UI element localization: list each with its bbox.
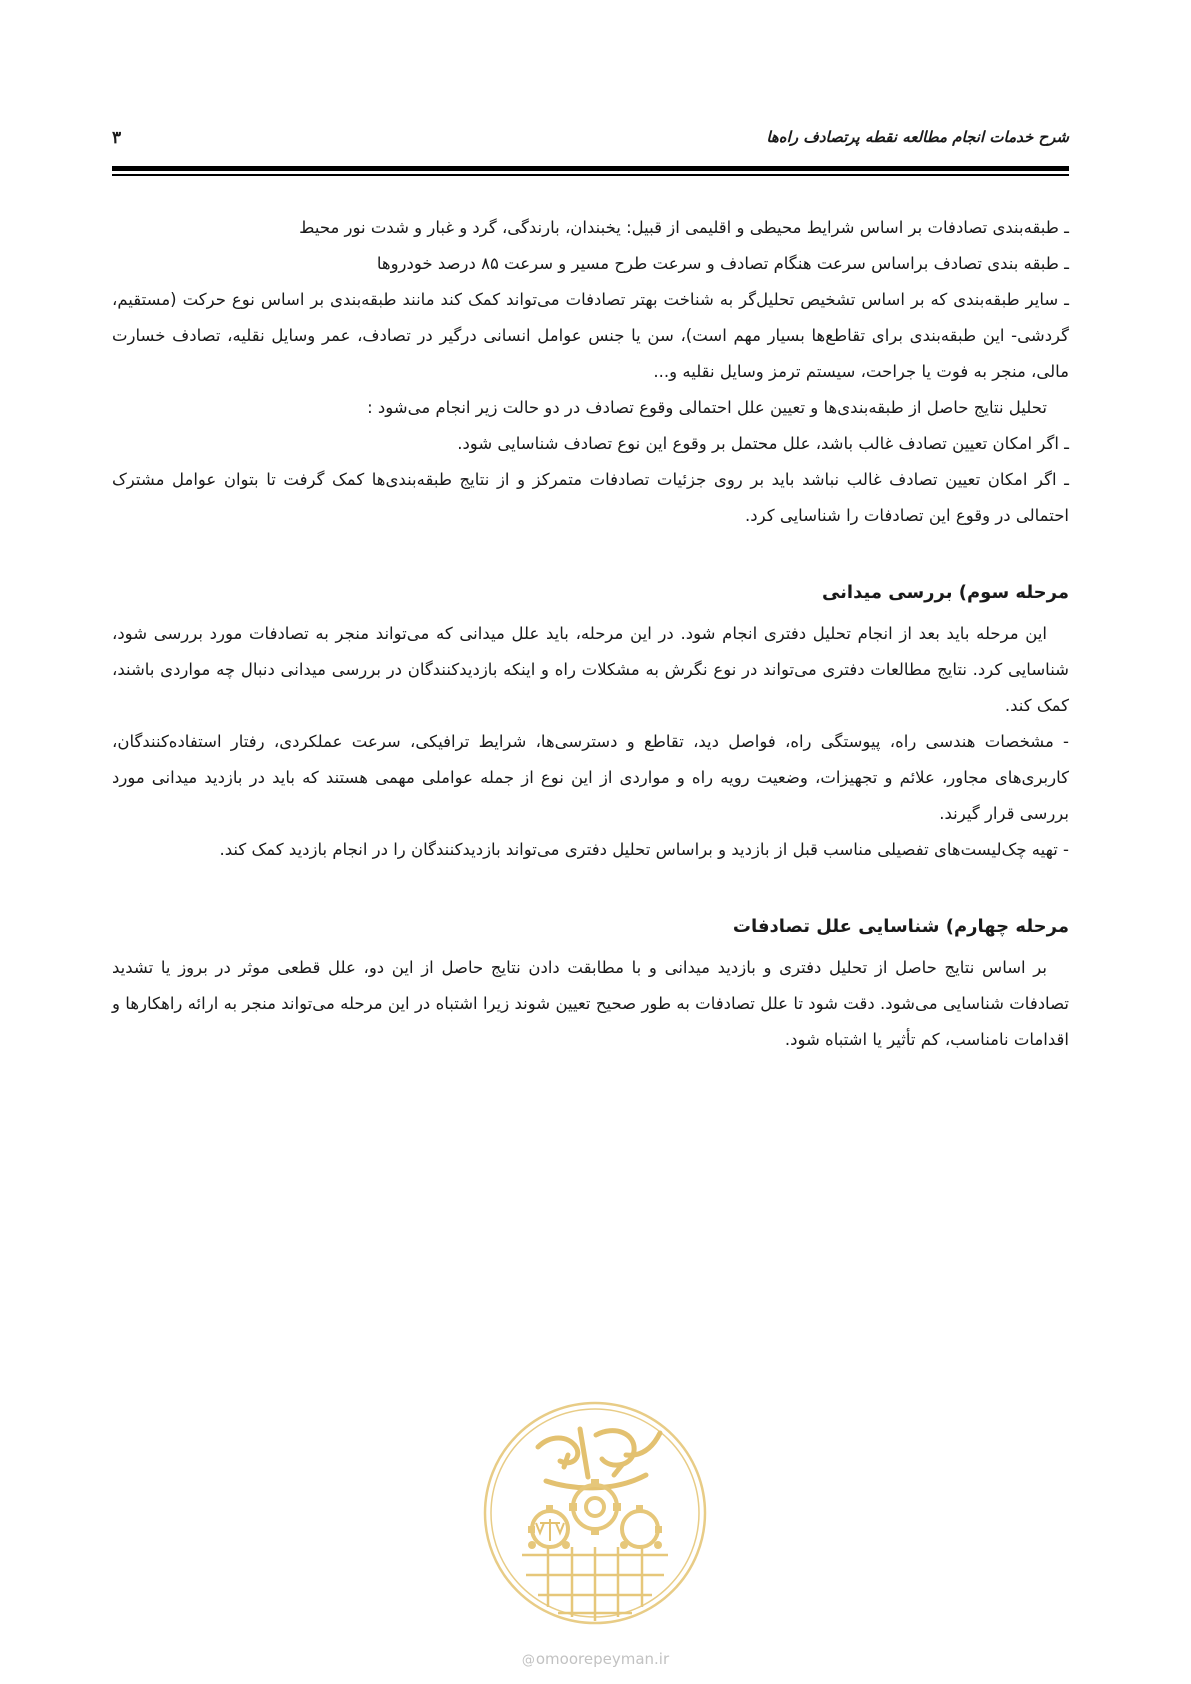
paragraph: این مرحله باید بعد از انجام تحلیل دفتری انجام شود. در این مرحله، باید علل میدانی که می‌تواند منجر به تصادفات مورد بررسی شود، شناسایی کرد. نتایج مطالعات دفتری می‌تواند در نوع نگرش به مشکلات راه و اینکه بازدیدکنندگان در بررسی میدانی دنبال چه مواردی باشند، کمک کند. (112, 624, 1069, 715)
section-heading-3: مرحله سوم) بررسی میدانی (821, 582, 1069, 603)
running-header (112, 128, 1069, 158)
list-item: ـ سایر طبقه‌بندی که بر اساس تشخیص تحلیل‌گر به شناخت بهتر تصادفات می‌تواند کمک کند مانند طبقه‌بندی بر اساس نوع حرکت (مستقیم، گردشی- این طبقه‌بندی برای تقاطع‌ها بسیار مهم است)، سن یا جنس عوامل انسانی درگیر در تصادف، عمر وسایل نقلیه، تصادف خسارت مالی، منجر به فوت یا جراحت، سیستم ترمز وسایل نقلیه و... (112, 290, 1069, 381)
watermark-website (0, 1650, 1191, 1668)
list-item: ـ طبقه بندی تصادف براساس سرعت هنگام تصادف و سرعت طرح مسیر و سرعت ۸۵ درصد خودروها (376, 254, 1069, 273)
list-item: ـ طبقه‌بندی تصادفات بر اساس شرایط محیطی و اقلیمی از قبیل: یخبندان، بارندگی، گرد و غبار و شدت نور محیط (299, 218, 1069, 237)
list-item: - تهیه چک‌لیست‌های تفصیلی مناسب قبل از بازدید و براساس تحلیل دفتری می‌تواند بازدیدکنندگان را در انجام بازدید کمک کند. (219, 840, 1069, 859)
section-heading-4: مرحله چهارم) شناسایی علل تصادفات (732, 916, 1069, 937)
paragraph: بر اساس نتایج حاصل از تحلیل دفتری و بازدید میدانی و با مطابقت دادن نتایج حاصل از این دو، علل قطعی موثر در بروز یا تشدید تصادفات شناسایی می‌شود. دقت شود تا علل تصادفات به طور صحیح تعیین شوند زیرا اشتباه در این مرحله می‌تواند منجر به ارائه راهکارها و اقدامات نامناسب، کم تأثیر یا اشتباه شود. (112, 958, 1069, 1049)
website-text: omoorepeyman.ir (535, 1650, 670, 1668)
list-item: - مشخصات هندسی راه، پیوستگی راه، فواصل دید، تقاطع و دسترسی‌ها، شرایط ترافیکی، سرعت عملکردی، رفتار استفاده‌کنندگان، کاربری‌های مجاور، علائم و تجهیزات، وضعیت رویه راه و مواردی از این نوع از جمله عواملی مهمی هستند که باید در بازدید میدانی مورد بررسی قرار گیرند. (112, 732, 1069, 823)
watermark-logo-icon (476, 1395, 714, 1645)
paragraph: تحلیل نتایج حاصل از طبقه‌بندی‌ها و تعیین علل احتمالی وقوع تصادف در دو حالت زیر انجام می‌شود : (367, 398, 1047, 417)
list-item: ـ اگر امکان تعیین تصادف غالب باشد، علل محتمل بر وقوع این نوع تصادف شناسایی شود. (457, 434, 1069, 453)
header-rule-thick (112, 166, 1069, 171)
header-rule-thin (112, 174, 1069, 176)
at-icon: @ (521, 1653, 535, 1668)
list-item: ـ اگر امکان تعیین تصادف غالب نباشد باید بر روی جزئیات تصادفات متمرکز و از نتایج طبقه‌بندی‌ها کمک گرفت تا بتوان عوامل مشترک احتمالی در وقوع این تصادفات را شناسایی کرد. (112, 470, 1069, 525)
body-text (112, 210, 1069, 1058)
running-title: شرح خدمات انجام مطالعه نقطه پرتصادف راه‌ها (766, 128, 1069, 146)
page-number: ۳ (112, 128, 122, 148)
